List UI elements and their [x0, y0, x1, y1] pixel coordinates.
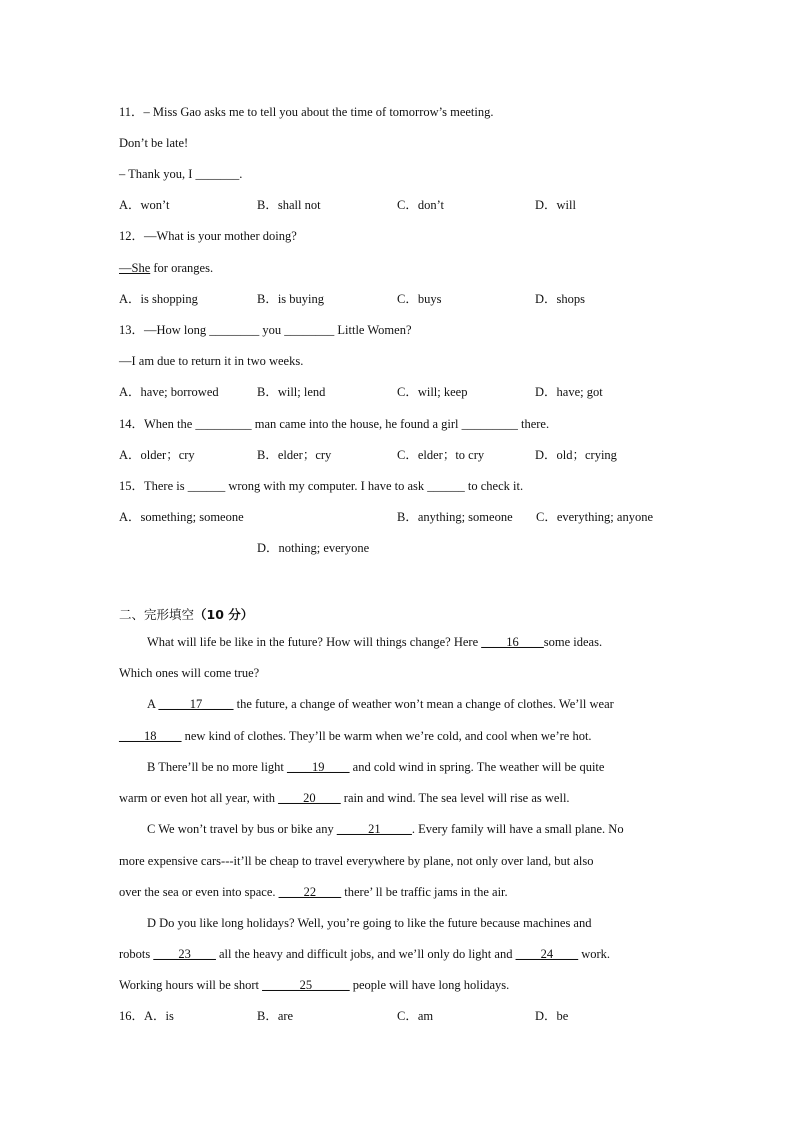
text: all the heavy and difficult jobs, and we’ll only do light and: [215, 947, 516, 961]
q12-reply-rest: for oranges.: [150, 261, 214, 275]
text: some ideas.: [543, 635, 603, 649]
question-11-stem-cont: Don’t be late!: [119, 136, 189, 150]
question-12-reply: [119, 260, 213, 276]
q16-option-b: B．are: [257, 1009, 294, 1023]
blank-16: ____16____: [481, 635, 544, 649]
cloze-paragraph-b-cont: [119, 790, 570, 806]
text: What will life be like in the future? How will things change? Here: [147, 635, 482, 649]
question-11-reply: – Thank you, I _______.: [119, 167, 243, 181]
q12-option-b: B．is buying: [257, 292, 325, 306]
text: there’ ll be traffic jams in the air.: [341, 885, 508, 899]
question-13-reply: —I am due to return it in two weeks.: [119, 354, 304, 368]
text: . Every family will have a small plane. No: [411, 822, 624, 836]
cloze-paragraph-a-cont: [119, 728, 592, 744]
section-2-title: 二、完形填空: [119, 607, 195, 622]
q11-option-a: A．won’t: [119, 198, 170, 212]
text: Working hours will be short: [119, 978, 263, 992]
cloze-paragraph-d-cont: [119, 946, 610, 962]
q13-option-d: D．have; got: [535, 385, 603, 399]
q11-option-b: B．shall not: [257, 198, 321, 212]
q16-option-c: C．am: [397, 1009, 434, 1023]
text: warm or even hot all year, with: [119, 791, 279, 805]
cloze-paragraph-d: D Do you like long holidays? Well, you’re going to like the future because machines and: [147, 916, 592, 930]
text: new kind of clothes. They’ll be warm when we’re cold, and cool when we’re hot.: [181, 729, 592, 743]
section-2-heading: [119, 607, 253, 623]
q16-option-d: D．be: [535, 1009, 569, 1023]
text: rain and wind. The sea level will rise as well.: [340, 791, 570, 805]
blank-24: ____24____: [515, 947, 579, 961]
question-12-stem: 12．—What is your mother doing?: [119, 229, 297, 243]
text: over the sea or even into space.: [119, 885, 279, 899]
text: people will have long holidays.: [349, 978, 510, 992]
q14-option-c: C．elder；to cry: [397, 448, 485, 462]
section-2-score: （10 分）: [194, 607, 254, 622]
question-14-stem: 14．When the _________ man came into the house, he found a girl _________ there.: [119, 417, 550, 431]
text: the future, a change of weather won’t mean a change of clothes. We’ll wear: [233, 697, 614, 711]
q14-option-d: D．old；crying: [535, 448, 617, 462]
question-11-stem: 11．– Miss Gao asks me to tell you about the time of tomorrow’s meeting.: [119, 105, 494, 119]
q16-option-a: 16．A．is: [119, 1009, 174, 1023]
text: B There’ll be no more light: [147, 760, 288, 774]
blank-19: ____19____: [287, 760, 350, 774]
cloze-paragraph-c-cont: more expensive cars---it’ll be cheap to travel everywhere by plane, not only over land, but also: [119, 854, 594, 868]
q13-option-c: C．will; keep: [397, 385, 468, 399]
blank-25: ______25______: [262, 978, 350, 992]
q11-option-c: C．don’t: [397, 198, 444, 212]
cloze-paragraph-c: [147, 821, 624, 837]
blank-20: ____20____: [278, 791, 341, 805]
q11-option-d: D．will: [535, 198, 576, 212]
blank-18: ____18____: [119, 729, 182, 743]
q15-option-d: D．nothing; everyone: [257, 541, 370, 555]
text: work.: [578, 947, 611, 961]
cloze-paragraph-d-cont2: [119, 977, 509, 993]
q15-option-b: B．anything; someone: [397, 510, 513, 524]
q12-option-a: A．is shopping: [119, 292, 198, 306]
blank-23: ____23____: [153, 947, 216, 961]
blank-21: _____21_____: [336, 822, 412, 836]
q15-option-a: A．something; someone: [119, 510, 244, 524]
cloze-paragraph-a: [147, 696, 614, 712]
cloze-paragraph-intro: [147, 634, 602, 650]
q13-option-b: B．will; lend: [257, 385, 326, 399]
cloze-paragraph-b: [147, 759, 604, 775]
q15-option-c: C．everything; anyone: [536, 510, 653, 524]
text: robots: [119, 947, 154, 961]
q12-reply-underlined: —She: [119, 261, 151, 275]
blank-22: ____22____: [278, 885, 342, 899]
q12-option-d: D．shops: [535, 292, 586, 306]
text: and cold wind in spring. The weather will be quite: [349, 760, 605, 774]
blank-17: _____17_____: [158, 697, 234, 711]
cloze-paragraph-intro-cont: Which ones will come true?: [119, 666, 260, 680]
q14-option-b: B．elder；cry: [257, 448, 332, 462]
text: A: [147, 697, 159, 711]
cloze-paragraph-c-cont2: [119, 884, 508, 900]
text: C We won’t travel by bus or bike any: [147, 822, 337, 836]
question-13-stem: 13．—How long ________ you ________ Little Women?: [119, 323, 412, 337]
q12-option-c: C．buys: [397, 292, 442, 306]
q13-option-a: A．have; borrowed: [119, 385, 219, 399]
question-15-stem: 15．There is ______ wrong with my computer. I have to ask ______ to check it.: [119, 479, 524, 493]
q14-option-a: A．older；cry: [119, 448, 195, 462]
